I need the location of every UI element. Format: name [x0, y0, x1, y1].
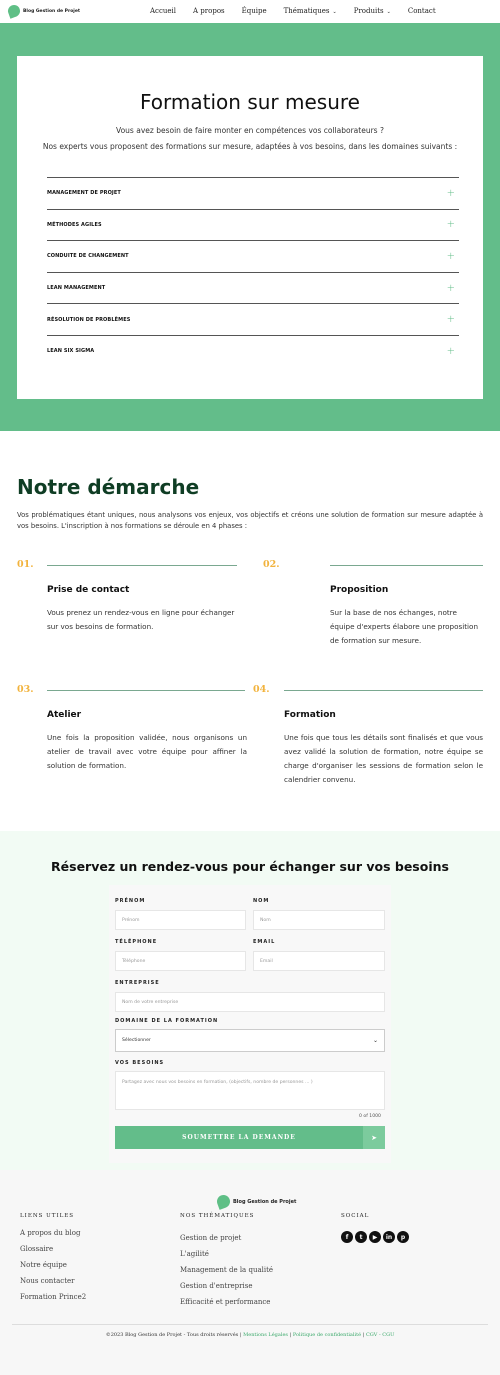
domaine-label: DOMAINE DE LA FORMATION — [115, 1018, 219, 1024]
demarche-intro: Vos problématiques étant uniques, nous analysons vos enjeux, vos objectifs et créons une solution de formation sur mesure adaptée à vos besoins. L'inscription à nos formations se déroule en 4 phases : — [17, 511, 483, 530]
phase-divider — [330, 565, 483, 566]
plus-icon: + — [446, 314, 455, 326]
accordion-item-lean-management[interactable] — [47, 272, 459, 304]
phase-divider — [284, 690, 483, 691]
footer-link[interactable]: Gestion de projet — [180, 1234, 242, 1242]
telephone-label: TÉLÉPHONE — [115, 939, 158, 945]
footer-separator: | — [289, 1332, 292, 1338]
footer-divider — [12, 1324, 488, 1325]
footer-link[interactable]: Formation Prince2 — [20, 1293, 87, 1301]
main-menu — [150, 7, 436, 15]
accordion-item-methodes-agiles[interactable] — [47, 209, 459, 241]
facebook-icon[interactable]: f — [341, 1231, 353, 1243]
booking-title: Réservez un rendez-vous pour échanger sur vos besoins — [51, 859, 449, 874]
copyright-text: ©2023 Blog Gestion de Projet - Tous droits réservés | — [105, 1332, 242, 1338]
entreprise-label: ENTREPRISE — [115, 980, 160, 986]
accordion-label: MANAGEMENT DE PROJET — [47, 190, 121, 197]
social-links — [341, 1231, 409, 1243]
page-title: Formation sur mesure — [140, 90, 360, 114]
nav-item-a-propos[interactable]: A propos — [193, 7, 225, 15]
footer-link[interactable]: Glossaire — [20, 1245, 54, 1253]
footer-col-title-social: SOCIAL — [341, 1213, 370, 1219]
footer-link[interactable]: Efficacité et performance — [180, 1298, 271, 1306]
footer-link[interactable]: A propos du blog — [20, 1229, 81, 1237]
submit-label: SOUMETTRE LA DEMANDE — [182, 1134, 296, 1141]
training-card — [17, 56, 483, 399]
nav-item-thematiques[interactable] — [284, 7, 337, 15]
phase-title-2: Proposition — [330, 585, 389, 595]
besoins-label: VOS BESOINS — [115, 1060, 165, 1066]
entreprise-field[interactable]: Nom de votre entreprise — [115, 992, 385, 1012]
leaf-logo-icon — [6, 3, 21, 18]
accordion-item-management-projet[interactable] — [47, 177, 459, 209]
footer-col-title-liens: LIENS UTILES — [20, 1213, 75, 1219]
plus-icon: + — [446, 219, 455, 231]
top-nav — [0, 0, 500, 23]
accordion-label: LEAN MANAGEMENT — [47, 285, 106, 292]
domains-accordion — [47, 177, 459, 367]
footer-logo[interactable] — [217, 1195, 296, 1208]
prenom-field[interactable]: Prénom — [115, 910, 246, 930]
domaine-select[interactable] — [115, 1029, 385, 1052]
cgv-cgu-link[interactable]: CGV - CGU — [365, 1332, 395, 1338]
phase-number-2: 02. — [263, 559, 280, 570]
demarche-title: Notre démarche — [17, 475, 200, 499]
nav-item-equipe[interactable]: Équipe — [241, 7, 267, 15]
phase-text-1: Vous prenez un rendez-vous en ligne pour échanger sur vos besoins de formation. — [47, 608, 235, 631]
accordion-item-resolution-problemes[interactable] — [47, 303, 459, 335]
youtube-icon[interactable]: ▶ — [369, 1231, 381, 1243]
nav-item-produits-label: Produits — [353, 7, 384, 15]
nav-item-accueil[interactable]: Accueil — [150, 7, 177, 15]
site-footer — [0, 1170, 500, 1375]
nav-item-thematiques-label: Thématiques — [283, 7, 330, 15]
site-logo[interactable] — [8, 5, 80, 17]
footer-col-title-thematiques: NOS THÉMATIQUES — [180, 1213, 255, 1219]
domaine-select-value: Sélectionner — [122, 1038, 151, 1043]
chevron-down-icon: ⌄ — [332, 9, 337, 15]
footer-link[interactable]: Nous contacter — [20, 1277, 75, 1285]
nom-field[interactable]: Nom — [253, 910, 385, 930]
footer-separator: | — [362, 1332, 365, 1338]
phase-title-3: Atelier — [47, 710, 82, 720]
nav-item-produits[interactable] — [354, 7, 391, 15]
phase-title-1: Prise de contact — [47, 585, 130, 595]
footer-link[interactable]: Gestion d'entreprise — [180, 1282, 253, 1290]
phase-number-4: 04. — [253, 684, 270, 695]
footer-link[interactable]: Management de la qualité — [180, 1266, 274, 1274]
besoins-textarea[interactable]: Partagez avec nous vos besoins en formation, (objectifs, nombre de personnes ... ) — [115, 1071, 385, 1110]
booking-form — [109, 885, 391, 1163]
prenom-label: PRÉNOM — [115, 898, 146, 904]
phase-number-3: 03. — [17, 684, 34, 695]
accordion-label: RÉSOLUTION DE PROBLÈMES — [47, 316, 131, 323]
hero-description: Nos experts vous proposent des formations sur mesure, adaptées à vos besoins, dans les domaines suivants : — [42, 142, 458, 151]
nom-label: NOM — [253, 898, 270, 904]
footer-logo-text: Blog Gestion de Projet — [233, 1198, 297, 1205]
phase-text-2: Sur la base de nos échanges, notre équipe d'experts élabore une proposition de formation sur mesure. — [330, 608, 479, 645]
accordion-label: MÉTHODES AGILES — [47, 221, 102, 228]
footer-link[interactable]: Notre équipe — [20, 1261, 67, 1269]
footer-bottom-bar — [0, 1332, 500, 1338]
chevron-down-icon: ⌄ — [372, 1037, 378, 1044]
booking-section — [0, 831, 500, 1170]
phase-text-3: Une fois la proposition validée, nous organisons un atelier de travail avec votre équipe pour affiner la solution de formation. — [47, 733, 247, 770]
logo-text: Blog Gestion de Projet — [23, 8, 81, 14]
plus-icon: + — [446, 187, 455, 199]
chevron-down-icon: ⌄ — [386, 9, 391, 15]
accordion-label: LEAN SIX SIGMA — [47, 348, 95, 355]
phase-title-4: Formation — [284, 710, 336, 720]
pinterest-icon[interactable]: p — [397, 1231, 409, 1243]
accordion-item-lean-six-sigma[interactable] — [47, 335, 459, 367]
footer-link[interactable]: L'agilité — [180, 1250, 209, 1258]
hero-section — [0, 23, 500, 431]
telephone-field[interactable]: Téléphone — [115, 951, 246, 971]
linkedin-icon[interactable]: in — [383, 1231, 395, 1243]
email-label: EMAIL — [253, 939, 276, 945]
email-field[interactable]: Email — [253, 951, 385, 971]
nav-item-contact[interactable]: Contact — [407, 7, 436, 15]
phase-text-4: Une fois que tous les détails sont finalisés et que vous avez validé la solution de formation, notre équipe se charge d'organiser les sessions de formation selon le calendrier convenu. — [284, 733, 483, 784]
accordion-item-conduite-changement[interactable] — [47, 240, 459, 272]
send-icon: ➤ — [363, 1126, 385, 1149]
privacy-policy-link[interactable]: Politique de confidentialité — [292, 1332, 362, 1338]
plus-icon: + — [446, 250, 455, 262]
accordion-label: CONDUITE DE CHANGEMENT — [47, 253, 129, 260]
phase-number-1: 01. — [17, 559, 34, 570]
submit-button[interactable] — [115, 1126, 385, 1149]
char-counter: 0 of 1000 — [359, 1114, 381, 1119]
phase-divider — [47, 690, 245, 691]
mentions-legales-link[interactable]: Mentions Légales — [243, 1332, 288, 1338]
plus-icon: + — [446, 282, 455, 294]
twitter-icon[interactable]: t — [355, 1231, 367, 1243]
plus-icon: + — [446, 345, 455, 357]
leaf-logo-icon — [215, 1193, 232, 1210]
phase-divider — [47, 565, 237, 566]
hero-subtitle: Vous avez besoin de faire monter en compétences vos collaborateurs ? — [116, 126, 384, 135]
